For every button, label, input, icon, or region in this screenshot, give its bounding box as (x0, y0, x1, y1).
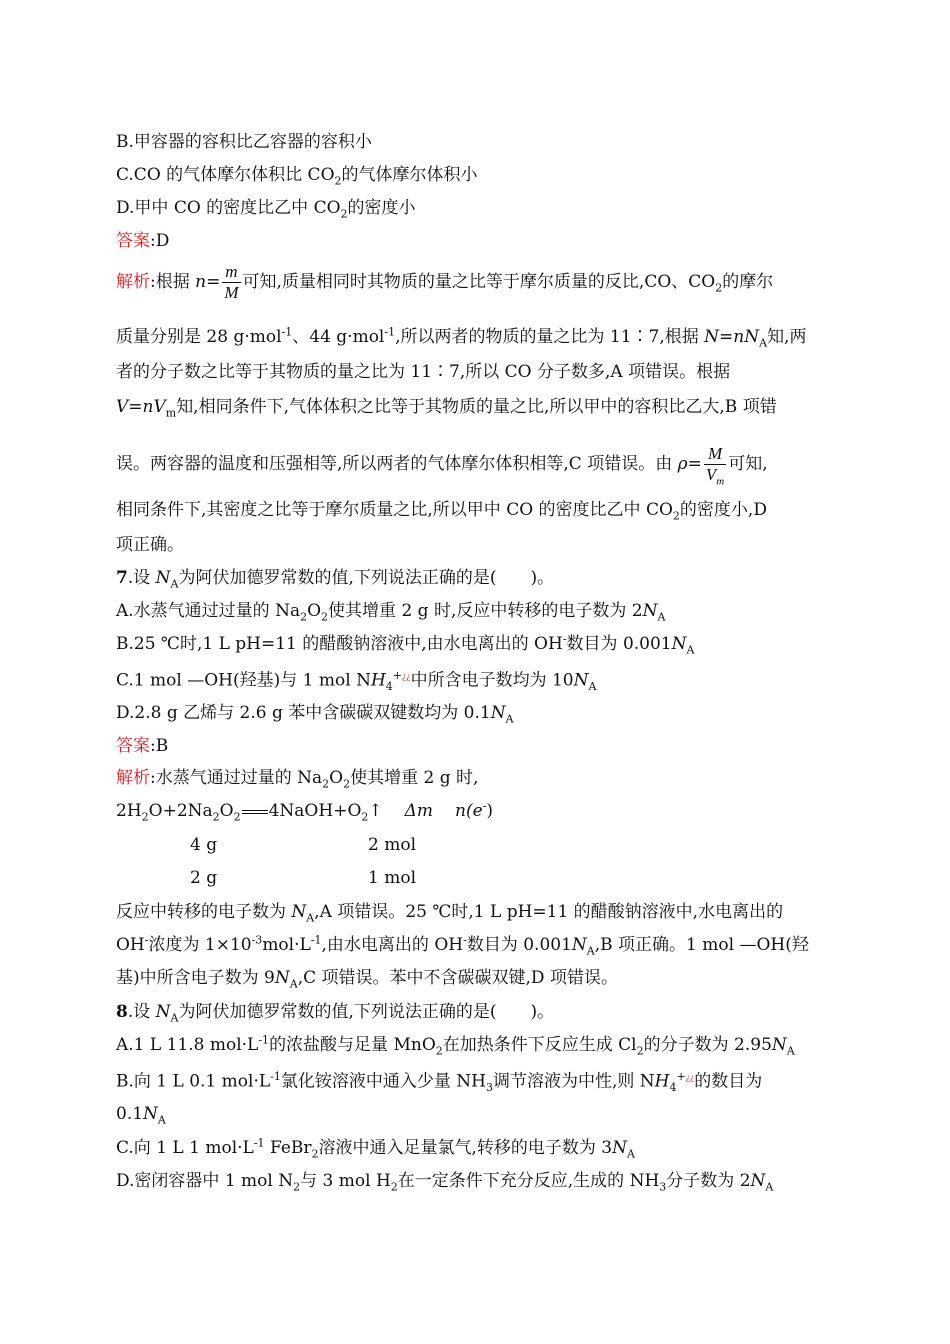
q7-analysis-line-2: 反应中转移的电子数为 $N_A,A$ 项错误。25 ℃时,1 L pH=11 的醋酸钠溶液中,水电离出的 (116, 902, 784, 925)
q6-option-c: C.CO 的气体摩尔体积比 $CO_2$的气体摩尔体积小 (116, 165, 478, 188)
q7-analysis-line-1: 解析:水蒸气通过过量的 $Na_2O_2$使其增重 2 g 时, (116, 768, 479, 791)
q6-analysis-line-5: 误。两容器的温度和压强相等,所以两者的气体摩尔体积相等,C 项错误。由 ρ= $\frac{M}{V_m}$ 可知, (116, 444, 768, 488)
q6-answer: 答案:D (116, 231, 170, 251)
q6-option-b: B.甲容器的容积比乙容器的容积小 (116, 132, 372, 152)
analysis-label: 解析 (116, 768, 150, 788)
q6-analysis-line-1: 解析:根据 n= $\frac{m}{M}$ 可知,质量相同时其物质的量之比等于摩尔质量的反比,CO、$CO_2$的摩尔 (116, 262, 774, 302)
q8-option-b-cont: $0.1N_A$ (116, 1104, 166, 1127)
q7-answer: 答案:B (116, 736, 169, 756)
q6-option-d: D.甲中 CO 的密度比乙中 $CO_2$的密度小 (116, 198, 416, 221)
equals-sign (242, 810, 268, 814)
q8-option-a: A.1 L 11.8 $mol\cdot L^{-1}$的浓盐酸与足量 MnO$_2$在加热条件下反应生成 $Cl_2$的分子数为 $2.95N_A$ (116, 1033, 795, 1058)
q6-analysis-line-6: 相同条件下,其密度之比等于摩尔质量之比,所以甲中 CO 的密度比乙中 $CO_2$的密度小,D (116, 500, 767, 523)
q7-eq-row2-mass: 2 g (190, 868, 218, 888)
q8-option-c: C.向 1 L 1 $mol\cdot L^{-1}$ FeBr$_2$溶液中通入足量氯气,转移的电子数为 $3N_A$ (116, 1136, 635, 1161)
q7-stem: 7.设 $N_A$为阿伏加德罗常数的值,下列说法正确的是( )。 (116, 568, 555, 591)
fraction-M-over-Vm: $\frac{M}{V_m}$ (705, 444, 725, 488)
q7-eq-row1-mol: 2 mol (368, 835, 417, 855)
q7-analysis-line-3: OH-浓度为 $1\times 10^{-3}mol\cdot L^{-1}$,由水电离出的 OH-数目为 $0.001N_A,B$ 项正确。1 mol —OH(羟 (116, 933, 809, 958)
q7-option-a: A.水蒸气通过过量的 $Na_2O_2$使其增重 2 g 时,反应中转移的电子数为 $2N_A$ (116, 601, 666, 624)
answer-label: 答案 (116, 231, 150, 251)
q6-analysis-line-7: 项正确。 (116, 535, 184, 555)
q7-analysis-line-4: 基)中所含电子数为 $9N_A,C$ 项错误。苯中不含碳碳双键,D 项错误。 (116, 968, 618, 991)
q8-option-d: D.密闭容器中 1 mol $N_2$与 3 mol $H_2$在一定条件下充分反应,生成的 $NH_3$分子数为 $2N_A$ (116, 1171, 774, 1194)
q7-eq-row1-mass: 4 g (190, 835, 218, 855)
q8-option-b: B.向 1 L 0.1 $mol\cdot L^{-1}$氯化铵溶液中通入少量 $NH_3$调节溶液为中性,则 $NH_4^{+¿¿}$的数目为 (116, 1070, 763, 1095)
q7-eq-row2-mol: 1 mol (368, 868, 417, 888)
fraction-m-over-M: $\frac{m}{M}$ (224, 262, 239, 302)
q7-option-d: D.2.8 g 乙烯与 2.6 g 苯中含碳碳双键数均为 $0.1N_A$ (116, 703, 514, 726)
analysis-label: 解析 (116, 272, 150, 292)
q8-stem: 8.设 $N_A$为阿伏加德罗常数的值,下列说法正确的是( )。 (116, 1002, 555, 1025)
q6-analysis-line-3: 者的分子数之比等于其物质的量之比为 11∶7,所以 CO 分子数多,A 项错误。根据 (116, 362, 731, 382)
answer-label: 答案 (116, 736, 150, 756)
q7-equation: $2H_2O+2Na_2O_2$ $4NaOH+O_2↑$ Δm n(e-) (116, 799, 494, 824)
q6-analysis-line-4: $V=nV_m$知,相同条件下,气体体积之比等于其物质的量之比,所以甲中的容积比乙大,B 项错 (116, 397, 777, 420)
q7-option-b: B.25 ℃时,1 L pH=11 的醋酸钠溶液中,由水电离出的 OH-数目为 $0.001N_A$ (116, 632, 695, 657)
q6-analysis-line-2: 质量分别是 28 g·mol$^{-1}$、44 g·mol$^{-1}$,所以两者的物质的量之比为 11∶7,根据 $N=nN_A$知,两 (116, 325, 807, 350)
q7-option-c: C.1 mol —OH(羟基)与 1 mol $NH_4^{+¿¿}$中所含电子数均为 $10N_A$ (116, 669, 597, 694)
